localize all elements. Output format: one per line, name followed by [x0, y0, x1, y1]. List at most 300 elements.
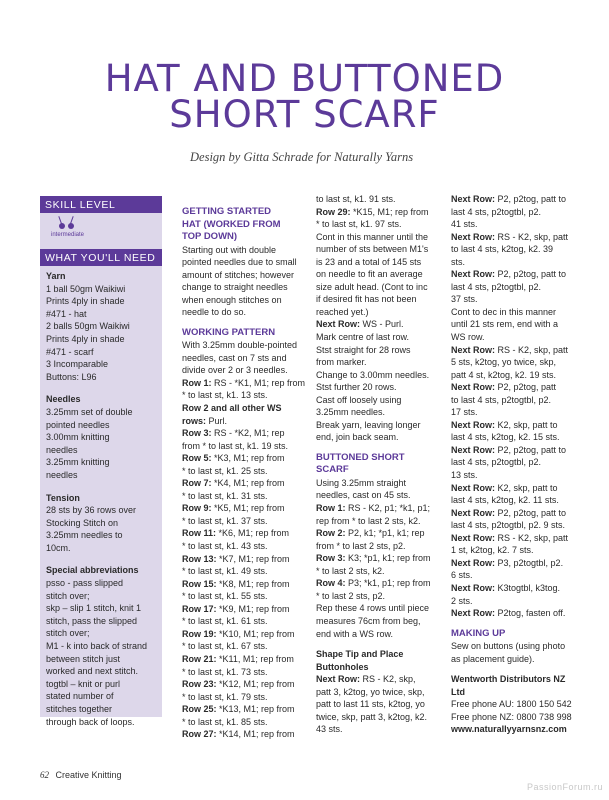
- instruction-line: [451, 482, 575, 495]
- instruction-line: [451, 243, 575, 256]
- instruction-line: [316, 673, 438, 686]
- row-text: P2tog, fasten off.: [495, 608, 566, 619]
- instruction-line: [316, 590, 438, 603]
- row-text: * to last st, k1. 97 sts.: [316, 219, 402, 230]
- instruction-line: [451, 431, 575, 444]
- instruction-line: [316, 527, 438, 540]
- row-label: Next Row:: [316, 674, 361, 685]
- row-text: RS - K2, skp, patt: [495, 231, 569, 242]
- instruction-line: [451, 381, 575, 394]
- instruction-line: [182, 653, 308, 666]
- row-text: WS row.: [451, 332, 485, 343]
- row-text: is 23 and a total of 145 sts: [316, 256, 422, 267]
- row-text: Stst further 20 rows.: [316, 382, 397, 393]
- row-text: P2, p2tog, patt to: [495, 444, 567, 455]
- instruction-line: [451, 293, 575, 306]
- row-text: 43 sts.: [316, 724, 343, 735]
- watermark: PassionForum.ru: [526, 782, 603, 792]
- materials-line: through back of loops.: [46, 716, 135, 727]
- materials-line: Prints 4ply in shade: [46, 296, 125, 307]
- instruction-line: [451, 281, 575, 294]
- instruction-line: [182, 440, 308, 453]
- materials-line: needles: [46, 444, 78, 455]
- row-label: Next Row:: [451, 382, 496, 393]
- row-text: to last 4 sts, p2togtbl, p2.: [451, 394, 552, 405]
- instruction-line: [316, 628, 438, 641]
- instruction-line: [182, 490, 308, 503]
- instruction-line: [316, 406, 438, 419]
- instruction-line: [451, 607, 575, 620]
- row-text: last 4 sts, p2togtbl, p2.: [451, 206, 542, 217]
- row-text: sts.: [451, 256, 466, 267]
- materials-line: togtbl – knit or purl: [46, 678, 121, 689]
- row-text: * to last st, k1. 43 sts.: [182, 541, 268, 552]
- row-text: * to last st, k1. 37 sts.: [182, 515, 268, 526]
- instruction-line: [316, 502, 438, 515]
- materials-line: stitches together: [46, 704, 113, 714]
- row-text: *K10, M1; rep from: [216, 628, 295, 639]
- row-text: *K5, M1; rep from: [211, 503, 285, 514]
- row-text: * to last 2 sts, k2.: [316, 565, 385, 576]
- row-label: Row 25:: [182, 704, 217, 715]
- row-text: P2, p2tog, patt to: [495, 269, 567, 280]
- page-footer: [40, 770, 122, 780]
- row-text: * to last st, k1. 55 sts.: [182, 591, 268, 602]
- instruction-line: [451, 193, 575, 206]
- instruction-line: [182, 465, 308, 478]
- materials-line: 3.00mm knitting: [46, 432, 110, 443]
- row-text: *K9, M1; rep from: [216, 603, 290, 614]
- instruction-line: [316, 306, 438, 319]
- materials-line: 1 ball 50gm Waikiwi: [46, 283, 126, 294]
- row-label: Next Row:: [451, 194, 496, 204]
- row-text: Mark centre of last row.: [316, 332, 410, 343]
- row-label: Next Row:: [451, 507, 496, 518]
- instruction-line: [451, 569, 575, 582]
- instruction-line: pointed needles due to small: [182, 257, 297, 268]
- row-text: last 4 sts, p2togtbl, p2.: [451, 457, 542, 468]
- row-label: Row 3:: [316, 553, 346, 564]
- instruction-line: [316, 577, 438, 590]
- row-text: *K15, M1; rep from: [350, 206, 429, 217]
- materials-group: [46, 270, 156, 383]
- sidebar: [40, 196, 162, 727]
- row-text: P2, k1; *p1, k1; rep: [345, 528, 425, 539]
- row-text: *K13, M1; rep from: [216, 704, 295, 715]
- row-text: patt 3, k2tog, yo twice, skp,: [316, 686, 425, 697]
- subsection-heading: Shape Tip and Place: [316, 649, 404, 660]
- row-label: Row 2 and all other WS: [182, 403, 282, 414]
- row-text: K3; *p1, k1; rep from: [345, 553, 431, 564]
- row-label: Row 3:: [182, 428, 212, 439]
- instruction-line: [316, 615, 438, 628]
- row-text: RS - K2, skp, patt: [495, 532, 569, 543]
- row-text: 6 sts.: [451, 570, 473, 581]
- instruction-line: [451, 469, 575, 482]
- row-text: twice, skp, patt 3, k2tog, k2.: [316, 711, 428, 722]
- instruction-line: [182, 477, 308, 490]
- row-text: number of sts between M1's: [316, 244, 429, 255]
- row-text: WS - Purl.: [360, 319, 404, 330]
- instruction-line: divide over 2 or 3 needles.: [182, 365, 288, 376]
- magazine-name: Creative Knitting: [55, 770, 122, 780]
- instruction-line: [182, 628, 308, 641]
- materials-line: #471 - hat: [46, 308, 87, 319]
- instruction-line: [182, 565, 308, 578]
- instruction-line: [451, 595, 575, 608]
- row-label: Next Row:: [316, 319, 361, 330]
- materials-line: Prints 4ply in shade: [46, 333, 125, 344]
- row-label: Row 4:: [316, 578, 346, 589]
- instruction-line: [316, 293, 438, 306]
- instruction-line: [182, 703, 308, 716]
- materials-list: [40, 266, 162, 728]
- materials-line: stated number of: [46, 691, 114, 702]
- row-label: Row 7:: [182, 478, 212, 489]
- instruction-line: With 3.25mm double-pointed: [182, 340, 298, 351]
- row-text: * to last st, k1. 73 sts.: [182, 666, 268, 677]
- section-heading: BUTTONED SHORT SCARF: [316, 451, 405, 476]
- materials-line: 3 Incomparable: [46, 359, 109, 370]
- row-text: RS - K2, p1; *k1, p1;: [345, 503, 431, 514]
- instruction-line: [182, 427, 308, 440]
- instruction-line: [182, 691, 308, 704]
- instruction-line: Sew on buttons (using photo: [451, 641, 566, 652]
- row-label: Row 2:: [316, 528, 346, 539]
- materials-line: #471 - scarf: [46, 346, 94, 357]
- instruction-line: [451, 356, 575, 369]
- instruction-line: [316, 193, 438, 206]
- row-label: Next Row:: [451, 582, 496, 593]
- row-text: until 21 sts rem, end with a: [451, 319, 559, 330]
- instruction-line: [451, 306, 575, 319]
- instruction-line: [316, 552, 438, 565]
- row-label: rows:: [182, 415, 207, 426]
- row-text: 17 sts.: [451, 407, 478, 418]
- row-text: RS - K2, skp,: [360, 674, 416, 685]
- materials-line: needles: [46, 469, 78, 480]
- subsection-heading: Buttonholes: [316, 661, 369, 672]
- row-text: K2, skp, patt to: [495, 482, 558, 493]
- instruction-line: [316, 268, 438, 281]
- instruction-line: [316, 356, 438, 369]
- row-text: *K3, M1; rep from: [211, 453, 285, 464]
- row-text: to last st, k1. 91 sts.: [316, 194, 396, 204]
- materials-line: 3.25mm needles to: [46, 530, 123, 541]
- instruction-line: [451, 582, 575, 595]
- column-2: [316, 193, 438, 736]
- row-text: *K11, M1; rep from: [216, 653, 294, 664]
- byline: Design by Gitta Schrade for Naturally Yarns: [190, 150, 414, 164]
- materials-line: stitch, pass the slipped: [46, 615, 138, 626]
- materials-line: psso - pass slipped: [46, 578, 124, 589]
- row-label: Next Row:: [451, 269, 496, 280]
- row-label: Row 13:: [182, 553, 217, 564]
- instruction-line: [316, 540, 438, 553]
- row-text: measures 76cm from beg,: [316, 615, 421, 626]
- skill-level-heading: SKILL LEVEL: [40, 196, 162, 213]
- instruction-line: [182, 678, 308, 691]
- materials-line: pointed needles: [46, 419, 110, 430]
- row-label: Row 17:: [182, 603, 217, 614]
- row-label: Next Row:: [451, 444, 496, 455]
- row-text: *K8, M1; rep from: [216, 578, 290, 589]
- row-label: Next Row:: [451, 532, 496, 543]
- instruction-line: change to straight needles: [182, 282, 288, 293]
- skill-level-label: intermediate: [51, 232, 85, 238]
- instruction-line: [182, 527, 308, 540]
- instruction-line: [316, 477, 438, 490]
- materials-line: 28 sts by 36 rows over: [46, 505, 137, 516]
- row-text: rep from * to last 2 sts, k2.: [316, 515, 421, 526]
- instruction-line: [451, 331, 575, 344]
- row-text: needles, cast on 45 sts.: [316, 490, 411, 501]
- row-label: Row 19:: [182, 628, 217, 639]
- row-text: P3, p2togtbl, p2.: [495, 557, 564, 568]
- instruction-line: [182, 389, 308, 402]
- instruction-line: [451, 218, 575, 231]
- website: www.naturallyyarnsnz.com: [451, 724, 567, 735]
- materials-group-heading: Tension: [46, 492, 80, 503]
- row-text: *K4, M1; rep from: [211, 478, 285, 489]
- row-label: Row 21:: [182, 653, 217, 664]
- row-text: Cont to dec in this manner: [451, 306, 557, 317]
- row-label: Next Row:: [451, 608, 496, 619]
- instruction-line: needle to do so.: [182, 307, 247, 318]
- row-text: last 4 sts, k2tog, k2. 15 sts.: [451, 432, 560, 443]
- row-label: Row 23:: [182, 679, 217, 690]
- page-title-line-1: HAT AND BUTTONED: [104, 57, 505, 100]
- row-text: from marker.: [316, 357, 367, 368]
- column-1: [182, 206, 308, 741]
- instruction-line: [316, 381, 438, 394]
- row-text: 41 sts.: [451, 219, 478, 230]
- instruction-line: [451, 507, 575, 520]
- row-text: Change to 3.00mm needles.: [316, 369, 430, 380]
- instruction-line: [182, 452, 308, 465]
- instruction-line: [316, 256, 438, 269]
- row-text: 3.25mm needles.: [316, 407, 386, 418]
- instruction-line: [316, 686, 438, 699]
- instruction-line: [451, 369, 575, 382]
- instruction-line: [316, 515, 438, 528]
- row-text: patt to last 11 sts, k2tog, yo: [316, 699, 425, 710]
- instruction-line: [451, 256, 575, 269]
- row-text: * to last st, k1. 85 sts.: [182, 716, 268, 727]
- instruction-line: [182, 377, 308, 390]
- yarn-ball-icon: [57, 216, 77, 232]
- instruction-line: [182, 640, 308, 653]
- row-text: end with a WS row.: [316, 628, 394, 639]
- instruction-line: Starting out with double: [182, 244, 277, 255]
- row-text: reached yet.): [316, 306, 369, 317]
- row-text: RS - *K1, M1; rep from: [211, 377, 306, 388]
- instruction-line: [451, 406, 575, 419]
- materials-group-heading: Yarn: [46, 271, 66, 281]
- instruction-line: [182, 615, 308, 628]
- materials-line: between stitch just: [46, 653, 121, 664]
- instruction-line: [182, 578, 308, 591]
- instruction-line: [182, 415, 308, 428]
- materials-line: worked and next stitch.: [46, 666, 139, 677]
- instruction-line: when enough stitches on: [182, 294, 282, 305]
- instruction-line: [316, 565, 438, 578]
- materials-line: Stocking Stitch on: [46, 517, 119, 528]
- instruction-line: [316, 344, 438, 357]
- row-text: RS - *K2, M1; rep: [211, 428, 285, 439]
- instruction-line: [451, 394, 575, 407]
- row-label: Row 9:: [182, 503, 212, 514]
- distributor-name: Wentworth Distributors NZ Ltd: [451, 674, 566, 697]
- materials-line: 3.25mm knitting: [46, 457, 110, 468]
- row-label: Next Row:: [451, 344, 496, 355]
- section-heading: WORKING PATTERN: [182, 326, 276, 338]
- row-label: Row 5:: [182, 453, 212, 464]
- instruction-line: [182, 603, 308, 616]
- instruction-line: [316, 394, 438, 407]
- instruction-line: [182, 553, 308, 566]
- instruction-line: [316, 331, 438, 344]
- instruction-line: [182, 540, 308, 553]
- materials-group: [46, 564, 156, 728]
- instruction-line: [316, 281, 438, 294]
- instruction-line: [182, 402, 308, 415]
- row-text: Purl.: [206, 415, 228, 426]
- materials-group-heading: Special abbreviations: [46, 565, 139, 576]
- instruction-line: [316, 218, 438, 231]
- row-text: *K12, M1; rep from: [216, 679, 295, 690]
- instruction-line: [316, 698, 438, 711]
- instruction-line: [316, 318, 438, 331]
- row-text: * to last st, k1. 67 sts.: [182, 641, 268, 652]
- section-heading: TOP DOWN): [182, 231, 238, 242]
- row-text: *K7, M1; rep from: [216, 553, 290, 564]
- section-heading: GETTING STARTED: [182, 206, 272, 217]
- instruction-line: [182, 716, 308, 729]
- row-text: last 4 sts, k2tog, k2. 11 sts.: [451, 495, 559, 506]
- instruction-line: as placement guide).: [451, 653, 535, 664]
- row-text: Cont in this manner until the: [316, 231, 429, 242]
- column-3: [451, 193, 575, 736]
- instruction-line: [182, 728, 308, 741]
- row-text: Rep these 4 rows until piece: [316, 603, 430, 614]
- row-text: * to last st, k1. 49 sts.: [182, 566, 268, 577]
- row-label: Next Row:: [451, 231, 496, 242]
- instruction-line: [316, 723, 438, 736]
- row-label: Row 15:: [182, 578, 217, 589]
- row-text: *K14, M1; rep from: [216, 729, 295, 740]
- instruction-line: [451, 557, 575, 570]
- row-text: Cast off loosely using: [316, 394, 402, 405]
- row-text: P3; *k1, p1; rep from: [345, 578, 431, 589]
- instruction-line: [451, 544, 575, 557]
- instruction-line: amount of stitches; however: [182, 269, 295, 280]
- instruction-line: [451, 206, 575, 219]
- row-text: 5 sts, k2tog, yo twice, skp,: [451, 357, 557, 368]
- what-you-need-heading: WHAT YOU'LL NEED: [40, 249, 162, 266]
- materials-line: 3.25mm set of double: [46, 406, 133, 417]
- section-heading: MAKING UP: [451, 627, 506, 639]
- row-text: * to last 2 sts, p2.: [316, 590, 386, 601]
- materials-group-heading: Needles: [46, 394, 81, 405]
- instruction-line: [316, 489, 438, 502]
- materials-line: skp – slip 1 stitch, knit 1: [46, 603, 142, 614]
- materials-line: 2 balls 50gm Waikiwi: [46, 321, 130, 332]
- row-text: end, join back seam.: [316, 432, 399, 443]
- instruction-line: [316, 231, 438, 244]
- row-text: *K6, M1; rep from: [216, 528, 290, 539]
- row-text: if desired fit has not been: [316, 294, 417, 305]
- row-text: Stst straight for 28 rows: [316, 344, 411, 355]
- materials-line: stitch over;: [46, 628, 90, 639]
- row-text: * to last st, k1. 31 sts.: [182, 490, 268, 501]
- row-label: Row 27:: [182, 729, 217, 740]
- materials-line: Buttons: L96: [46, 371, 97, 382]
- instruction-line: [316, 206, 438, 219]
- row-label: Row 1:: [316, 503, 346, 514]
- instruction-line: [316, 711, 438, 724]
- instruction-line: needles, cast on 7 sts and: [182, 352, 287, 363]
- row-text: last 4 sts, p2togtbl, p2.: [451, 281, 542, 292]
- row-text: to last 4 sts, k2tog, k2. 39: [451, 244, 554, 255]
- row-text: 37 sts.: [451, 294, 478, 305]
- instruction-line: [182, 515, 308, 528]
- instruction-line: [451, 456, 575, 469]
- skill-level-box: [40, 213, 162, 245]
- page-number: 62: [40, 770, 49, 780]
- materials-group: [46, 492, 156, 555]
- row-text: * to last st, k1. 79 sts.: [182, 691, 268, 702]
- phone-nz: Free phone NZ: 0800 738 998: [451, 711, 572, 722]
- row-label: Row 29:: [316, 206, 351, 217]
- page-title-line-2: SHORT SCARF: [169, 93, 440, 136]
- instruction-line: [451, 494, 575, 507]
- row-text: Using 3.25mm straight: [316, 477, 407, 488]
- row-text: 1 st, k2tog, k2. 7 sts.: [451, 545, 534, 556]
- row-text: K2, skp, patt to: [495, 419, 558, 430]
- materials-line: M1 - k into back of strand: [46, 641, 148, 652]
- instruction-line: [451, 268, 575, 281]
- row-text: on needle to fit an average: [316, 269, 423, 280]
- instruction-line: [451, 532, 575, 545]
- row-text: from * to last st, k1. 19 sts.: [182, 440, 289, 451]
- materials-line: 10cm.: [46, 542, 71, 553]
- row-text: size adult head. (Cont to inc: [316, 281, 428, 292]
- row-label: Row 11:: [182, 528, 217, 539]
- row-text: Break yarn, leaving longer: [316, 419, 421, 430]
- row-text: P2, p2tog, patt to: [495, 194, 567, 204]
- row-text: from * to last 2 sts, p2.: [316, 540, 406, 551]
- row-text: * to last st, k1. 61 sts.: [182, 616, 268, 627]
- row-text: last 4 sts, p2togtbl, p2. 9 sts.: [451, 520, 566, 531]
- instruction-line: [316, 602, 438, 615]
- row-text: P2, p2tog, patt to: [495, 507, 567, 518]
- row-text: P2, p2tog, patt: [495, 382, 557, 393]
- instruction-line: [451, 344, 575, 357]
- row-label: Row 1:: [182, 377, 212, 388]
- materials-group: [46, 393, 156, 481]
- row-label: Next Row:: [451, 557, 496, 568]
- instruction-line: [182, 666, 308, 679]
- instruction-line: [316, 369, 438, 382]
- phone-au: Free phone AU: 1800 150 542: [451, 699, 572, 710]
- row-text: patt 4 st, k2tog, k2. 19 sts.: [451, 369, 557, 380]
- materials-line: stitch over;: [46, 590, 90, 601]
- section-heading: HAT (WORKED FROM: [182, 218, 281, 230]
- row-label: Next Row:: [451, 419, 496, 430]
- row-text: RS - K2, skp, patt: [495, 344, 569, 355]
- instruction-line: [316, 431, 438, 444]
